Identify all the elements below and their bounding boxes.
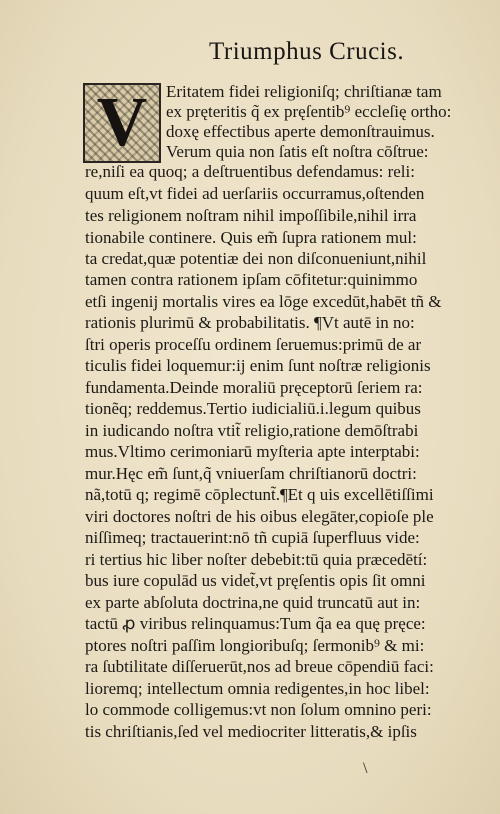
text-line: quum eſt,vt fidei ad uerſariis occurramus,oſtenden [85, 184, 425, 203]
text-line: tionẽq; reddemus.Tertio iudicialiū.i.legum quibus [85, 399, 421, 418]
text-line: mur.Hęc em̃ ſunt,q̃ vniuerſam chriſtianorū doctri: [85, 464, 417, 483]
text-line: ticulis fidei loquemur:ij enim ſunt noſtræ religionis [85, 356, 431, 375]
text-line: tactū ꝓ viribus relinquamus:Tum q̃a ea quę pręce: [85, 614, 426, 633]
text-line: in iudicando noſtra vtit̃ religio,ratione demōſtrabi [85, 421, 419, 440]
footer-mark: \ [363, 760, 368, 777]
text-line: doxę effectibus aperte demonſtrauimus. [166, 122, 435, 141]
text-line: lo commode colligemus:vt non ſolum omnino peri: [85, 700, 432, 719]
text-line: bus iure copulād us videt̃,vt pręſentis opis ſit omni [85, 571, 426, 590]
text-line: rationis plurimū & probabilitatis. ¶Vt autē in no: [85, 313, 415, 332]
text-line: ex pręteritis q̃ ex pręſentib⁹ eccleſię ortho: [166, 102, 452, 121]
text-line: Verum quia non ſatis eſt noſtra cōſtrue: [166, 142, 429, 161]
text-line: ta credat,quæ potentiæ dei non diſconueniunt,nihil [85, 249, 427, 268]
text-line: re,niſi ea quoq; a deſtruentibus defendamus: reli: [85, 162, 415, 181]
text-line: tamen contra rationem ipſam cōfitetur:quinimmo [85, 270, 418, 289]
text-line: viri doctores noſtri de his oibus elegāter,copioſe ple [85, 507, 434, 526]
decorated-initial [83, 83, 161, 163]
text-line: etſi ingenij mortalis vires ea lōge excedūt,habēt tñ & [85, 292, 442, 311]
text-line: fundamenta.Deinde moraliū pręceptorū ſeriem ra: [85, 378, 423, 397]
text-line: nã,totū q; regimē cōplectunt̃.¶Et q uis excellētiſſimi [85, 485, 434, 504]
text-line: ptores noſtri paſſim longioribuſq; ſermonib⁹ & mi: [85, 636, 425, 655]
running-header: Triumphus Crucis. [209, 38, 405, 65]
text-line: ſtri operis proceſſu ordinem ſeruemus:primū de ar [85, 335, 422, 354]
text-line: ex parte abſoluta doctrina,ne quid truncatū aut in: [85, 593, 421, 612]
text-line: tis chriſtianis,ſed vel mediocriter litteratis,& ipſis [85, 722, 417, 741]
text-line: lioremq; intellectum omnia redigentes,in hoc libel: [85, 679, 430, 698]
text-line: ra ſubtilitate diſſeruerūt,nos ad breue cōpendiū faci: [85, 657, 434, 676]
text-line: Eritatem fidei religioniſq; chriſtianæ tam [166, 82, 442, 101]
text-line: tionabile continere. Quis em̃ ſupra rationem mul: [85, 228, 417, 247]
initial-letter: V [96, 84, 148, 161]
text-line: mus.Vltimo cerimoniarū myſteria apte interptabi: [85, 442, 420, 461]
text-line: niſſimeq; tractauerint:nō tñ cupiā ſuperfluus vide: [85, 528, 420, 547]
text-line: ri tertius hic liber noſter debebit:tū quia præcedētí: [85, 550, 428, 569]
text-line: tes religionem noſtram nihil impoſſibile,nihil irra [85, 206, 417, 225]
